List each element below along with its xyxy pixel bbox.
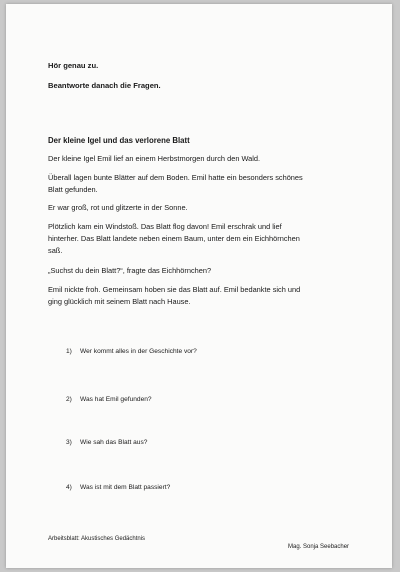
question-text: Was ist mit dem Blatt passiert?	[80, 484, 171, 491]
question-number: 2)	[66, 396, 72, 403]
story-line: Blatt gefunden.	[48, 185, 98, 194]
story-paragraph	[48, 172, 378, 196]
story-line: Überall lagen bunte Blätter auf dem Boden. Emil hatte ein besonders schönes	[48, 173, 303, 182]
story-line: Der kleine Igel Emil lief an einem Herbstmorgen durch den Wald.	[48, 154, 261, 163]
story-line: „Suchst du dein Blatt?“, fragte das Eichhörnchen?	[48, 266, 212, 275]
footer-author: Mag. Sonja Seebacher	[288, 544, 350, 550]
question-number: 1)	[66, 348, 72, 355]
question-text: Wer kommt alles in der Geschichte vor?	[80, 348, 197, 355]
story-line: saß.	[48, 246, 63, 255]
question-text: Wie sah das Blatt aus?	[80, 439, 148, 446]
instruction-listen: Hör genau zu.	[48, 61, 99, 70]
story-line: hinterher. Das Blatt landete neben einem Baum, unter dem ein Eichhörnchen	[48, 234, 300, 243]
question-number: 3)	[66, 439, 72, 446]
question-text: Was hat Emil gefunden?	[80, 396, 152, 403]
question-item	[66, 484, 170, 491]
story-line: Er war groß, rot und glitzerte in der Sonne.	[48, 203, 188, 212]
story-paragraph	[48, 284, 378, 308]
story-title: Der kleine Igel und das verlorene Blatt	[48, 136, 190, 145]
question-item	[66, 396, 152, 403]
instruction-answer: Beantworte danach die Fragen.	[48, 81, 161, 90]
story-paragraph	[48, 221, 378, 257]
footer-worksheet-label: Arbeitsblatt: Akustisches Gedächtnis	[48, 536, 146, 542]
story-paragraph	[48, 153, 378, 165]
question-item	[66, 348, 197, 355]
story-line: ging glücklich mit seinem Blatt nach Hause.	[48, 297, 191, 306]
story-paragraph	[48, 202, 378, 214]
worksheet-page	[6, 4, 392, 568]
story-paragraph	[48, 265, 378, 277]
question-number: 4)	[66, 484, 72, 491]
story-line: Plötzlich kam ein Windstoß. Das Blatt flog davon! Emil erschrak und lief	[48, 222, 282, 231]
story-line: Emil nickte froh. Gemeinsam hoben sie das Blatt auf. Emil bedankte sich und	[48, 285, 301, 294]
question-item	[66, 439, 147, 446]
